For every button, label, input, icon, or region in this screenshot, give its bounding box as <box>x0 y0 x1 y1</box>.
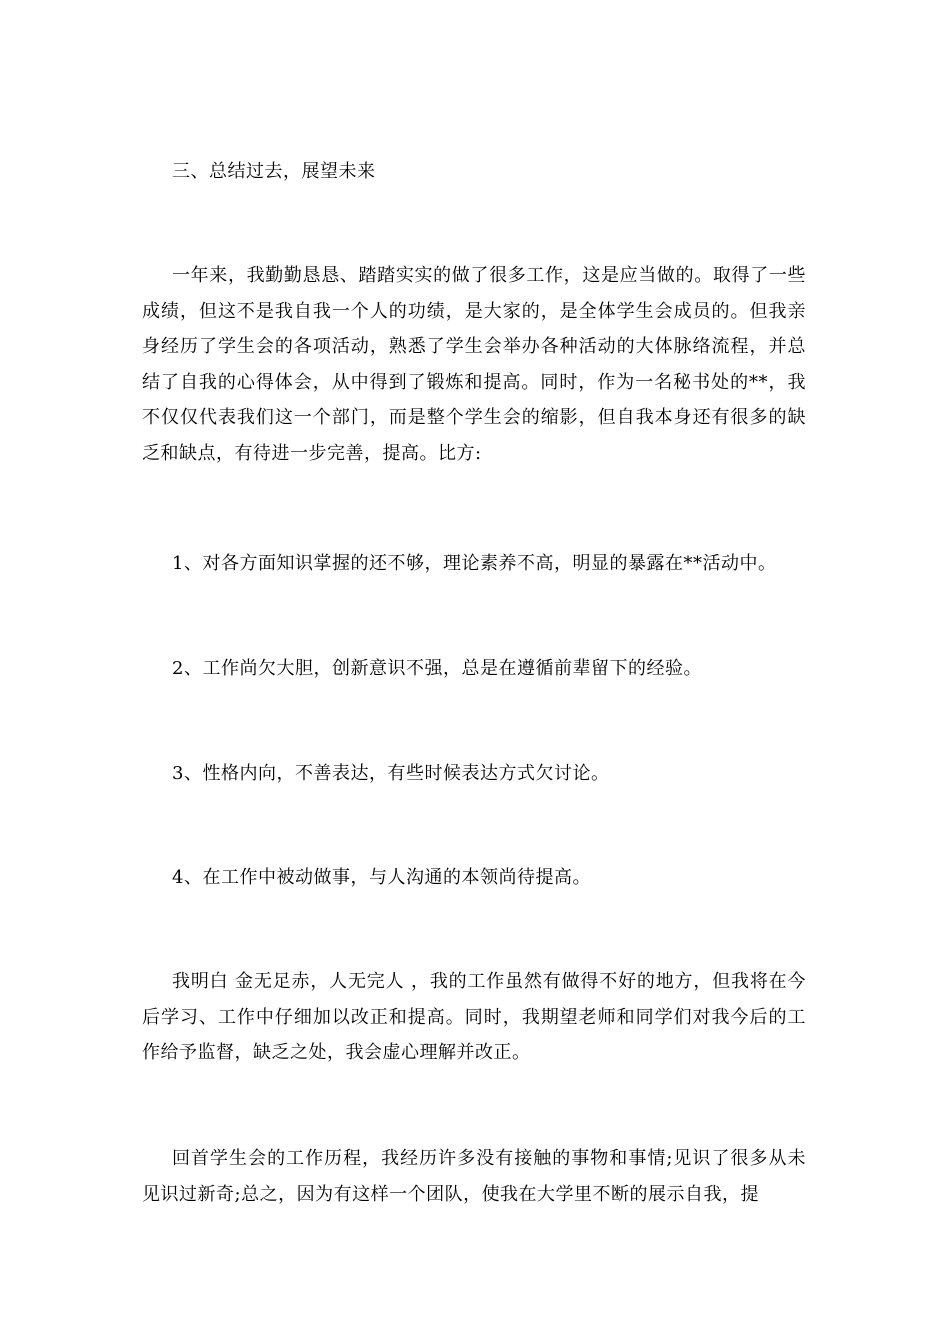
section-heading: 三、总结过去，展望未来 <box>172 161 376 182</box>
body-paragraph: 我明白 金无足赤，人无完人 ，我的工作虽然有做得不好的地方，但我将在今后学习、工作中仔细加以改正和提高。同时，我期望老师和同学们对我今后的工作给予监督，缺乏之处，我会虚心理解并改正。 <box>142 971 806 1063</box>
list-item: 1、对各方面知识掌握的还不够，理论素养不高，明显的暴露在**活动中。 <box>172 553 777 574</box>
body-paragraph: 一年来，我勤勤恳恳、踏踏实实的做了很多工作，这是应当做的。取得了一些成绩，但这不是我自我一个人的功绩，是大家的，是全体学生会成员的。但我亲身经历了学生会的各项活动，熟悉了学生会举办各种活动的大体脉络流程，并总结了自我的心得体会，从中得到了锻炼和提高。同时，作为一名秘书处的**，我不仅仅代表我们这一个部门，而是整个学生会的缩影，但自我本身还有很多的缺乏和缺点，有待进一步完善，提高。比方: <box>142 265 806 464</box>
list-item: 2、工作尚欠大胆，创新意识不强，总是在遵循前辈留下的经验。 <box>172 658 702 679</box>
list-item: 3、性格内向，不善表达，有些时候表达方式欠讨论。 <box>172 763 610 784</box>
list-item: 4、在工作中被动做事，与人沟通的本领尚待提高。 <box>172 867 591 888</box>
body-paragraph: 回首学生会的工作历程，我经历许多没有接触的事物和事情;见识了很多从未见识过新奇;总之，因为有这样一个团队，使我在大学里不断的展示自我，提 <box>142 1148 806 1205</box>
